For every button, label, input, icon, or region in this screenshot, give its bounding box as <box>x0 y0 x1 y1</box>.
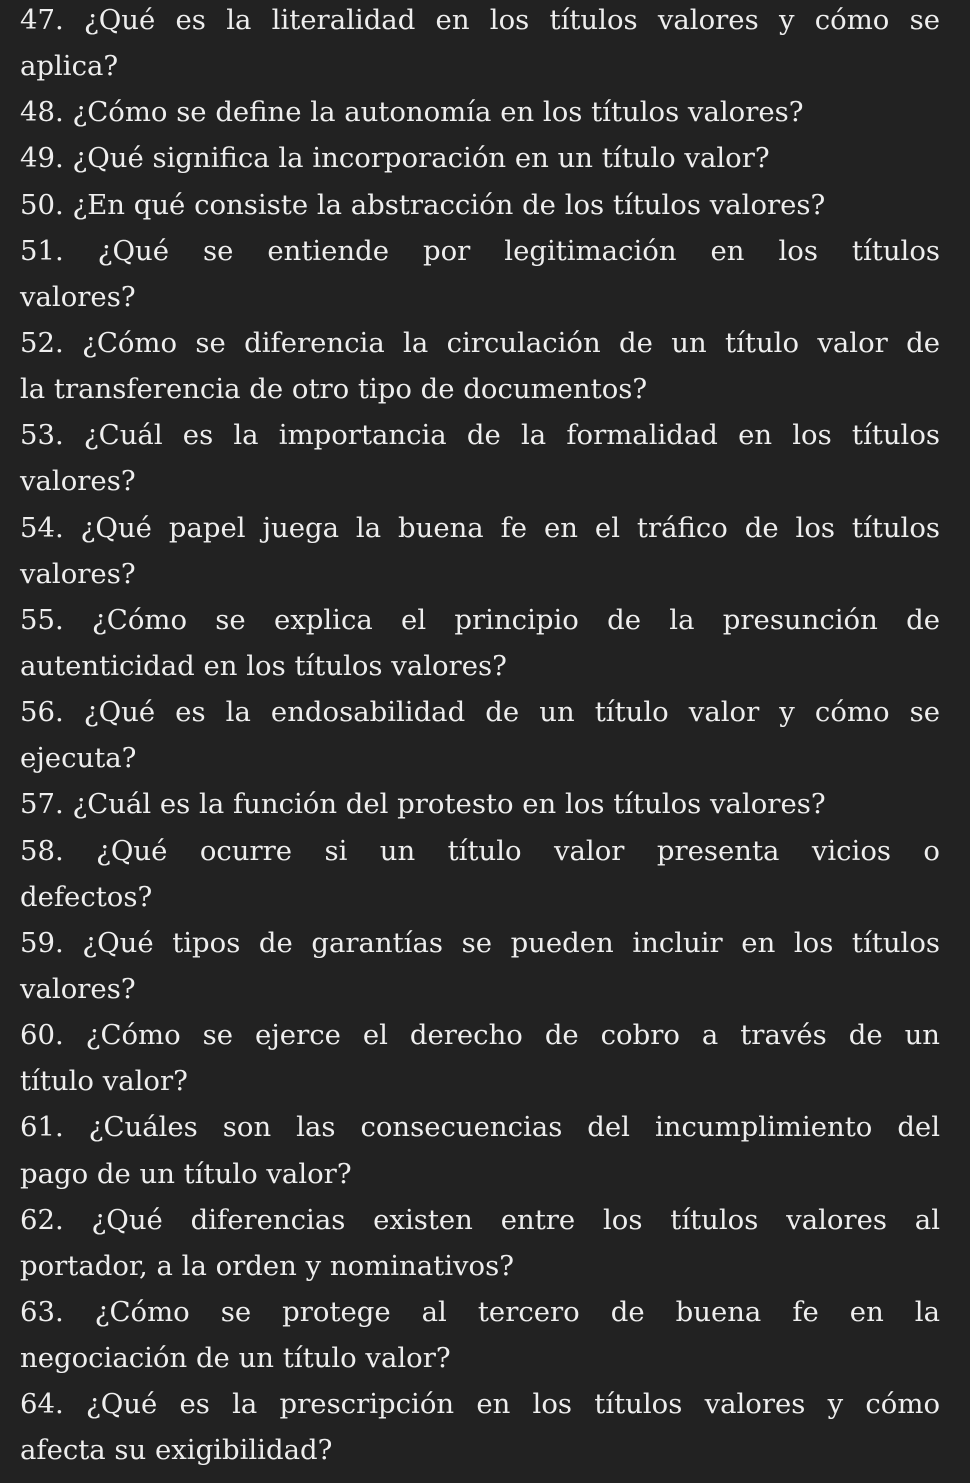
question-text-line: portador, a la orden y nominativos? <box>20 1249 514 1282</box>
question-item <box>20 781 940 827</box>
question-text-line: valores? <box>20 280 136 313</box>
question-text-line: 56. ¿Qué es la endosabilidad de un título valor y cómo se <box>20 696 940 729</box>
question-text-line: 64. ¿Qué es la prescripción en los títulos valores y cómo <box>20 1388 940 1421</box>
question-item <box>20 135 940 181</box>
question-text-line: ejecuta? <box>20 742 137 775</box>
question-text-line: 60. ¿Cómo se ejerce el derecho de cobro a través de un <box>20 1019 940 1052</box>
question-text-line: aplica? <box>20 50 119 83</box>
question-item <box>20 412 940 504</box>
question-text-line: 63. ¿Cómo se protege al tercero de buena fe en la <box>20 1295 940 1328</box>
question-text-line: negociación de un título valor? <box>20 1342 451 1375</box>
question-text-line: 55. ¿Cómo se explica el principio de la presunción de <box>20 603 940 636</box>
question-item <box>20 1197 940 1289</box>
question-text-line: autenticidad en los títulos valores? <box>20 649 507 682</box>
question-text-line: 48. ¿Cómo se define la autonomía en los títulos valores? <box>20 96 804 129</box>
question-text-line: título valor? <box>20 1065 188 1098</box>
question-text-line: 52. ¿Cómo se diferencia la circulación de un título valor de <box>20 326 940 359</box>
question-text-line: valores? <box>20 972 136 1005</box>
question-item <box>20 1381 940 1473</box>
question-text-line: 47. ¿Qué es la literalidad en los títulos valores y cómo se <box>20 4 940 36</box>
question-item <box>20 1012 940 1104</box>
question-item <box>20 597 940 689</box>
question-item <box>20 1104 940 1196</box>
question-text-line: valores? <box>20 557 136 590</box>
question-item <box>20 689 940 781</box>
question-text-line: valores? <box>20 465 136 498</box>
question-item <box>20 228 940 320</box>
question-list <box>20 0 940 1474</box>
question-text-line: 53. ¿Cuál es la importancia de la formalidad en los títulos <box>20 419 940 452</box>
question-text-line: 59. ¿Qué tipos de garantías se pueden incluir en los títulos <box>20 926 940 959</box>
question-text-line: pago de un título valor? <box>20 1157 352 1190</box>
question-text-line: 57. ¿Cuál es la función del protesto en los títulos valores? <box>20 788 826 821</box>
question-text-line: 50. ¿En qué consiste la abstracción de los títulos valores? <box>20 188 826 221</box>
question-item <box>20 320 940 412</box>
question-item <box>20 828 940 920</box>
question-item <box>20 505 940 597</box>
question-text-line: 62. ¿Qué diferencias existen entre los títulos valores al <box>20 1203 940 1236</box>
question-text-line: 51. ¿Qué se entiende por legitimación en los títulos <box>20 234 940 267</box>
question-item <box>20 182 940 228</box>
question-text-line: 58. ¿Qué ocurre si un título valor presenta vicios o <box>20 834 940 867</box>
question-text-line: 49. ¿Qué significa la incorporación en un título valor? <box>20 142 770 175</box>
question-text-line: afecta su exigibilidad? <box>20 1434 333 1467</box>
question-item <box>20 920 940 1012</box>
question-text-line: defectos? <box>20 880 153 913</box>
question-item <box>20 1289 940 1381</box>
question-text-line: 54. ¿Qué papel juega la buena fe en el tráfico de los títulos <box>20 511 940 544</box>
question-text-line: la transferencia de otro tipo de documentos? <box>20 373 648 406</box>
question-text-line: 61. ¿Cuáles son las consecuencias del incumplimiento del <box>20 1111 940 1144</box>
question-item <box>20 0 940 89</box>
question-item <box>20 89 940 135</box>
